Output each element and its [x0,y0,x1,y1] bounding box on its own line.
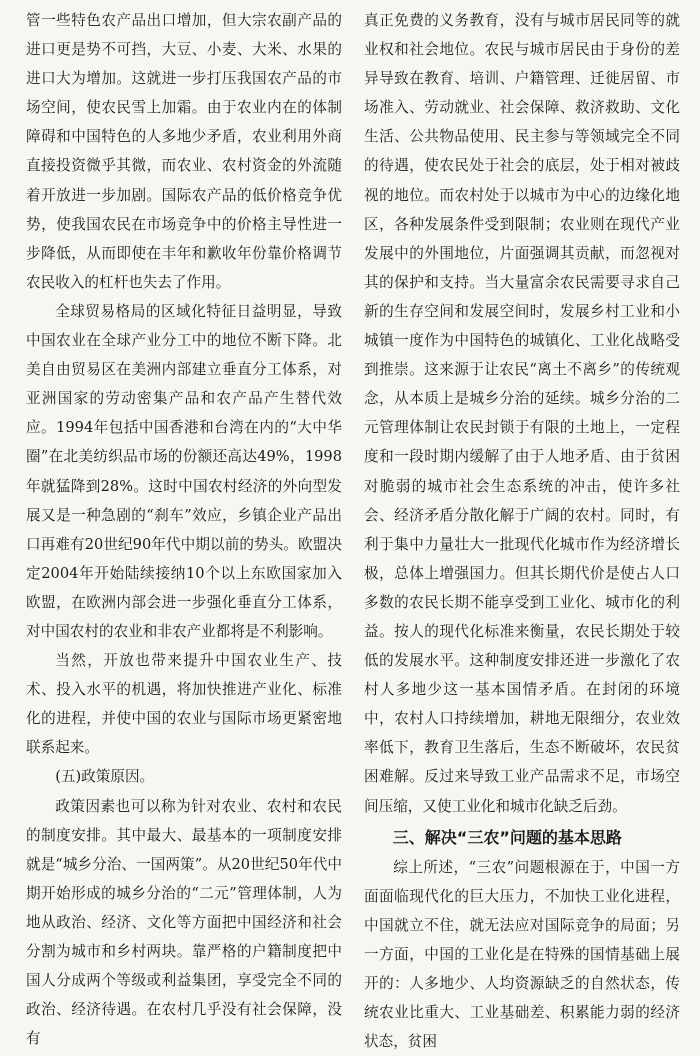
paragraph: 政策因素也可以称为针对农业、农村和农民的制度安排。其中最大、最基本的一项制度安排就是“城乡分治、一国两策”。从20世纪50年代中期开始形成的城乡分治的“二元”管理体制，人为地从政治、经济、文化等方面把中国经济和社会分割为城市和乡村两块。靠严格的户籍制度把中国人分成两个等级或利益集团，享受完全不同的政治、经济待遇。在农村几乎没有社会保障，没有 [26,797,342,1048]
section-heading: 三、解决“三农”问题的基本思路 [392,827,622,847]
paragraph: 管一些特色农产品出口增加，但大宗农副产品的进口更是势不可挡，大豆、小麦、大米、水果的进口大为增加。这就进一步打压我国农产品的市场空间，使农民雪上加霜。由于农业内在的体制障碍和中国特色的人多地少矛盾，农业利用外商直接投资微乎其微，而农业、农村资金的外流随着开放进一步加剧。国际农产品的低价格竞争优势，使我国农民在市场竞争中的价格主导性进一步降低，从而即使在丰年和歉收年份靠价格调节农民收入的杠杆也失去了作用。 [26,12,342,291]
paragraph: 综上所述，“三农”问题根源在于，中国一方面面临现代化的巨大压力，不加快工业化进程，中国就立不住，就无法应对国际竞争的局面；另一方面，中国的工业化是在特殊的国情基础上展开的：人多地少、人均资源缺乏的自然状态，传统农业比重大、工业基础差、积累能力弱的经济状态，贫困 [364,858,680,1051]
paragraph: 当然，开放也带来提升中国农业生产、技术、投入水平的机遇，将加快推进产业化、标准化的进程，并使中国的农业与国际市场更紧密地联系起来。 [26,652,342,757]
left-column [26,6,342,1053]
right-column [364,6,680,1056]
paragraph: 真正免费的义务教育，没有与城市居民同等的就业权和社会地位。农民与城市居民由于身份的差异导致在教育、培训、户籍管理、迁徙居留、市场准入、劳动就业、社会保障、救济救助、文化生活、公共物品使用、民主参与等领域完全不同的待遇，使农民处于社会的底层，处于相对被歧视的地位。而农村处于以城市为中心的边缘化地区，各种发展条件受到限制；农业则在现代产业发展中的外围地位，片面强调其贡献，而忽视对其的保护和支持。当大量富余农民需要寻求自己新的生存空间和发展空间时，发展乡村工业和小城镇一度作为中国特色的城镇化、工业化战略受到推崇。这来源于让农民“离土不离乡”的传统观念，从本质上是城乡分治的延续。城乡分治的二元管理体制让农民封锁于有限的土地上，一定程度和一段时期内缓解了由于人地矛盾、由于贫困对脆弱的城市社会生态系统的冲击，使许多社会、经济矛盾分散化解于广阔的农村。同时，有利于集中力量壮大一批现代化城市作为经济增长极，总体上增强国力。但其长期代价是使占人口多数的农民长期不能享受到工业化、城市化的利益。按人的现代化标准来衡量，农民长期处于较低的发展水平。这种制度安排还进一步激化了农村人多地少这一基本国情矛盾。在封闭的环境中，农村人口持续增加，耕地无限细分，农业效率低下，教育卫生落后，生态不断破坏，农民贫困难解。反过来导致工业产品需求不足，市场空间压缩，又使工业化和城市化缺乏后劲。 [364,12,680,815]
paragraph: 全球贸易格局的区域化特征日益明显，导致中国农业在全球产业分工中的地位不断下降。北美自由贸易区在美洲内部建立垂直分工体系，对亚洲国家的劳动密集产品和农产品产生替代效应。1994年包括中国香港和台湾在内的“大中华圈”在北美纺织品市场的份额还高达49%，1998年就猛降到28%。这时中国农村经济的外向型发展又是一种急剧的“刹车”效应，乡镇企业产品出口再难有20世纪90年代中期以前的势头。欧盟决定2004年开始陆续接纳10个以上东欧国家加入欧盟，在欧洲内部会进一步强化垂直分工体系，对中国农村的农业和非农产业都将是不利影响。 [26,302,342,640]
subheading: (五)政策原因。 [55,768,155,786]
